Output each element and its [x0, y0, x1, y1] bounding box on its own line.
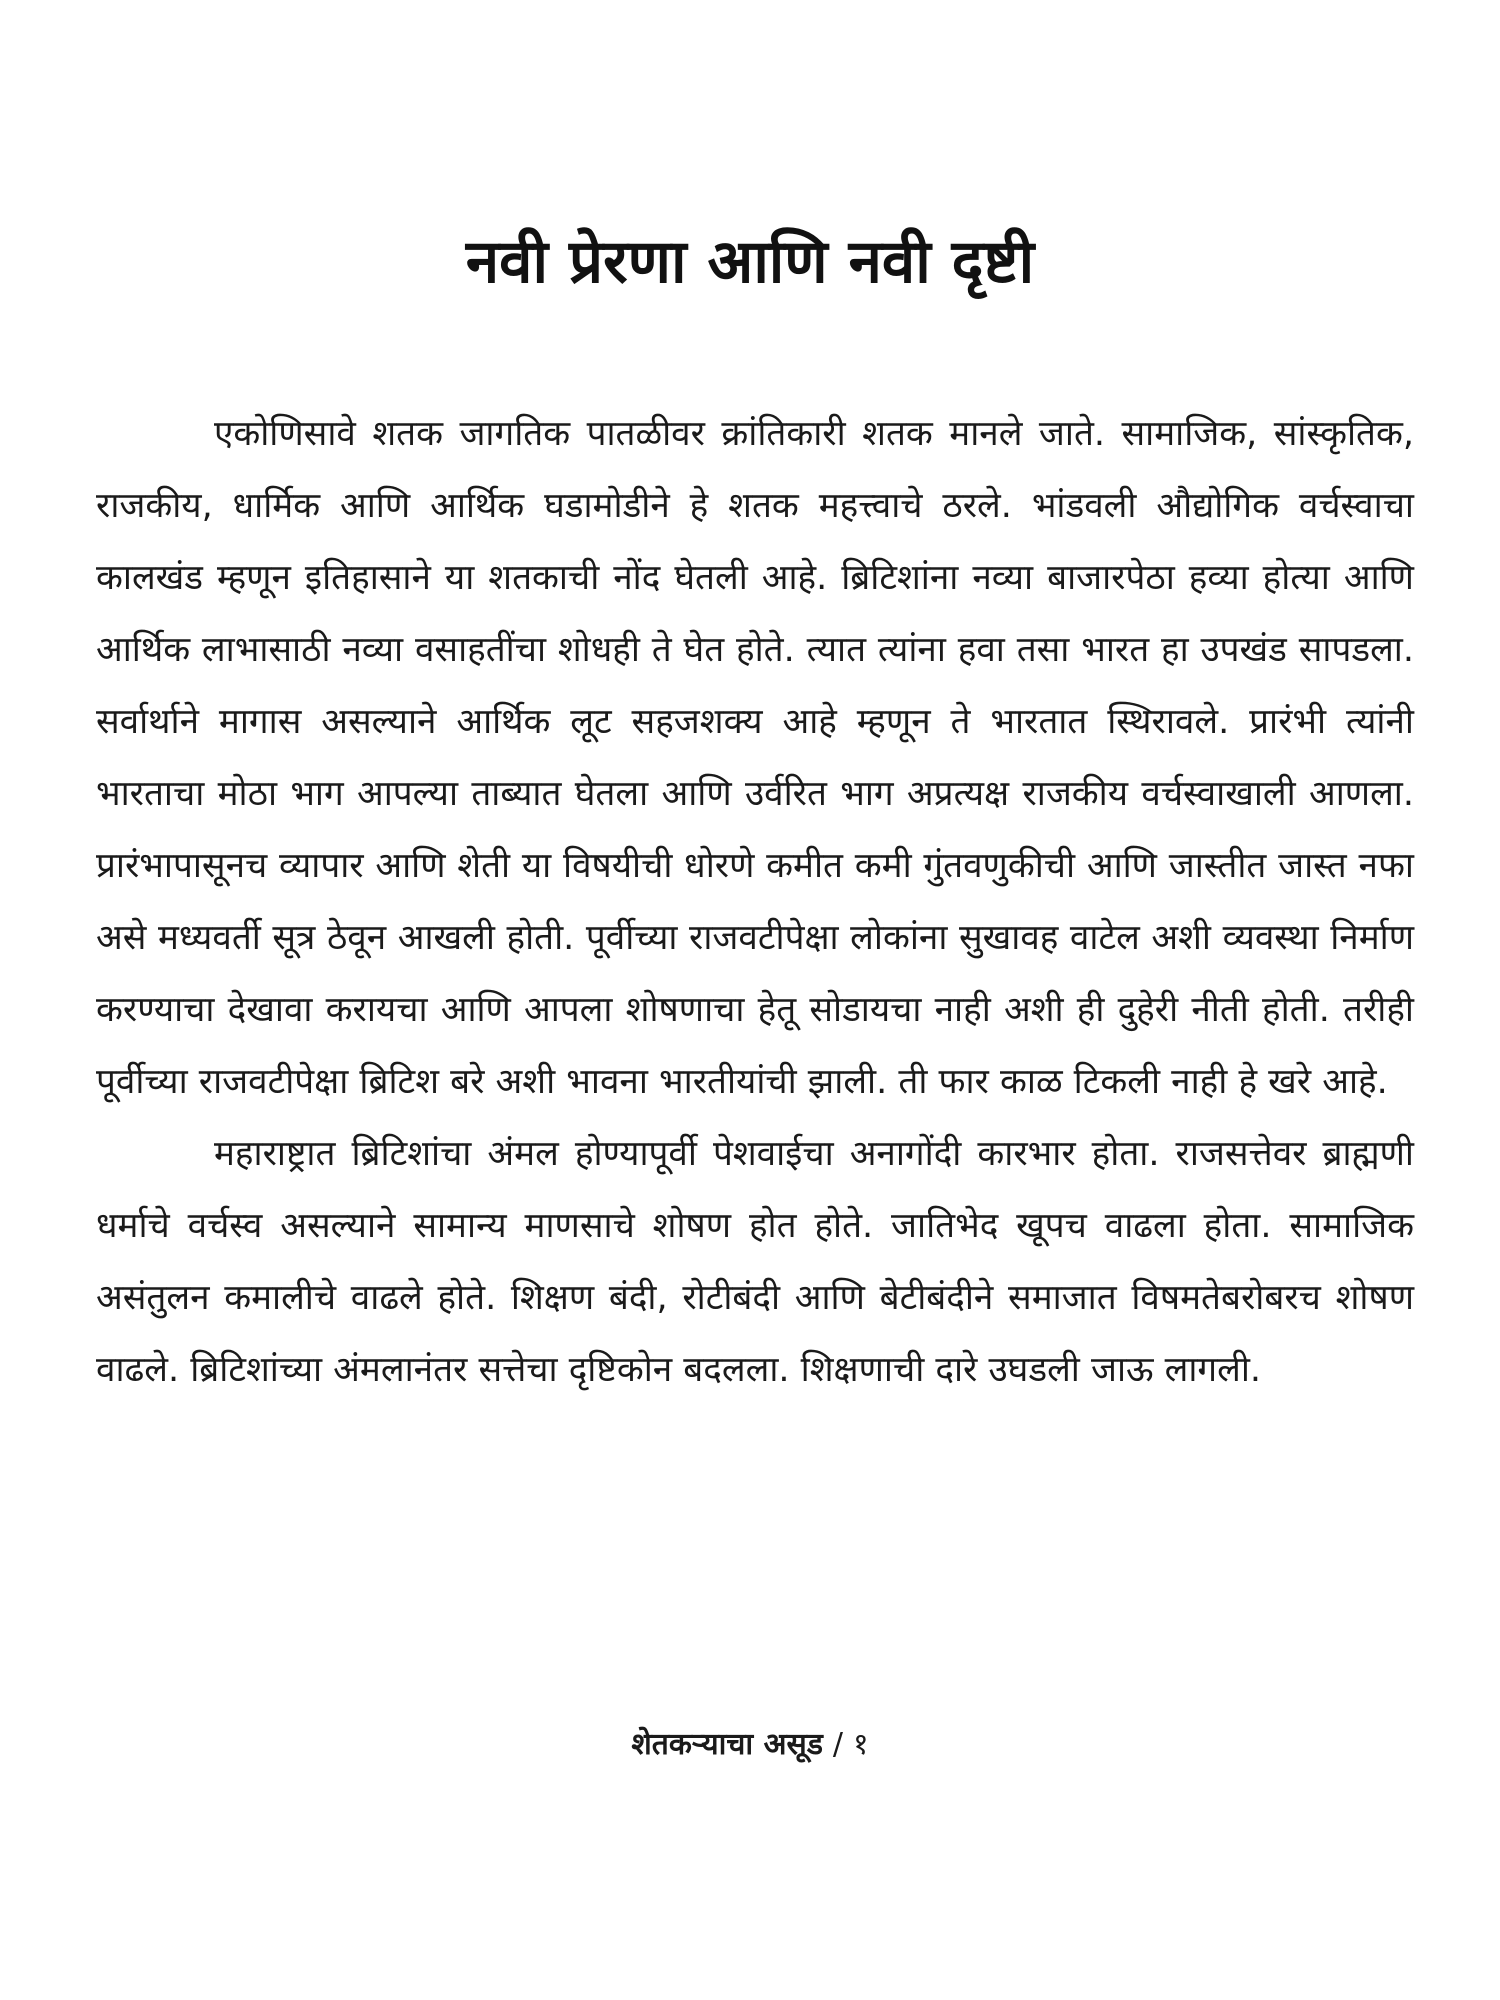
footer-separator: /	[832, 1727, 843, 1762]
body-text	[96, 398, 1414, 1406]
chapter-title: नवी प्रेरणा आणि नवी दृष्टी	[465, 227, 1035, 297]
paragraph-2: महाराष्ट्रात ब्रिटिशांचा अंमल होण्यापूर्वी पेशवाईचा अनागोंदी कारभार होता. राजसत्तेवर ब्राह्मणी धर्माचे वर्चस्व असल्याने सामान्य माणसाचे शोषण होत होते. जातिभेद खूपच वाढला होता. सामाजिक असंतुलन कमालीचे वाढले होते. शिक्षण बंदी, रोटीबंदी आणि बेटीबंदीने समाजात विषमतेबरोबरच शोषण वाढले. ब्रिटिशांच्या अंमलानंतर सत्तेचा दृष्टिकोन बदलला. शिक्षणाची दारे उघडली जाऊ लागली.	[96, 1134, 1414, 1390]
page-number: १	[853, 1727, 869, 1762]
footer-book-title: शेतकऱ्याचा असूड	[631, 1727, 823, 1762]
page-footer	[0, 1720, 1500, 1770]
paragraph-1: एकोणिसावे शतक जागतिक पातळीवर क्रांतिकारी शतक मानले जाते. सामाजिक, सांस्कृतिक, राजकीय, धार्मिक आणि आर्थिक घडामोडीने हे शतक महत्त्वाचे ठरले. भांडवली औद्योगिक वर्चस्वाचा कालखंड म्हणून इतिहासाने या शतकाची नोंद घेतली आहे. ब्रिटिशांना नव्या बाजारपेठा हव्या होत्या आणि आर्थिक लाभासाठी नव्या वसाहतींचा शोधही ते घेत होते. त्यात त्यांना हवा तसा भारत हा उपखंड सापडला. सर्वार्थाने मागास असल्याने आर्थिक लूट सहजशक्य आहे म्हणून ते भारतात स्थिरावले. प्रारंभी त्यांनी भारताचा मोठा भाग आपल्या ताब्यात घेतला आणि उर्वरित भाग अप्रत्यक्ष राजकीय वर्चस्वाखाली आणला. प्रारंभापासूनच व्यापार आणि शेती या विषयीची धोरणे कमीत कमी गुंतवणुकीची आणि जास्तीत जास्त नफा असे मध्यवर्ती सूत्र ठेवून आखली होती. पूर्वीच्या राजवटीपेक्षा लोकांना सुखावह वाटेल अशी व्यवस्था निर्माण करण्याचा देखावा करायचा आणि आपला शोषणाचा हेतू सोडायचा नाही अशी ही दुहेरी नीती होती. तरीही पूर्वीच्या राजवटीपेक्षा ब्रिटिश बरे अशी भावना भारतीयांची झाली. ती फार काळ टिकली नाही हे खरे आहे.	[96, 414, 1414, 1102]
